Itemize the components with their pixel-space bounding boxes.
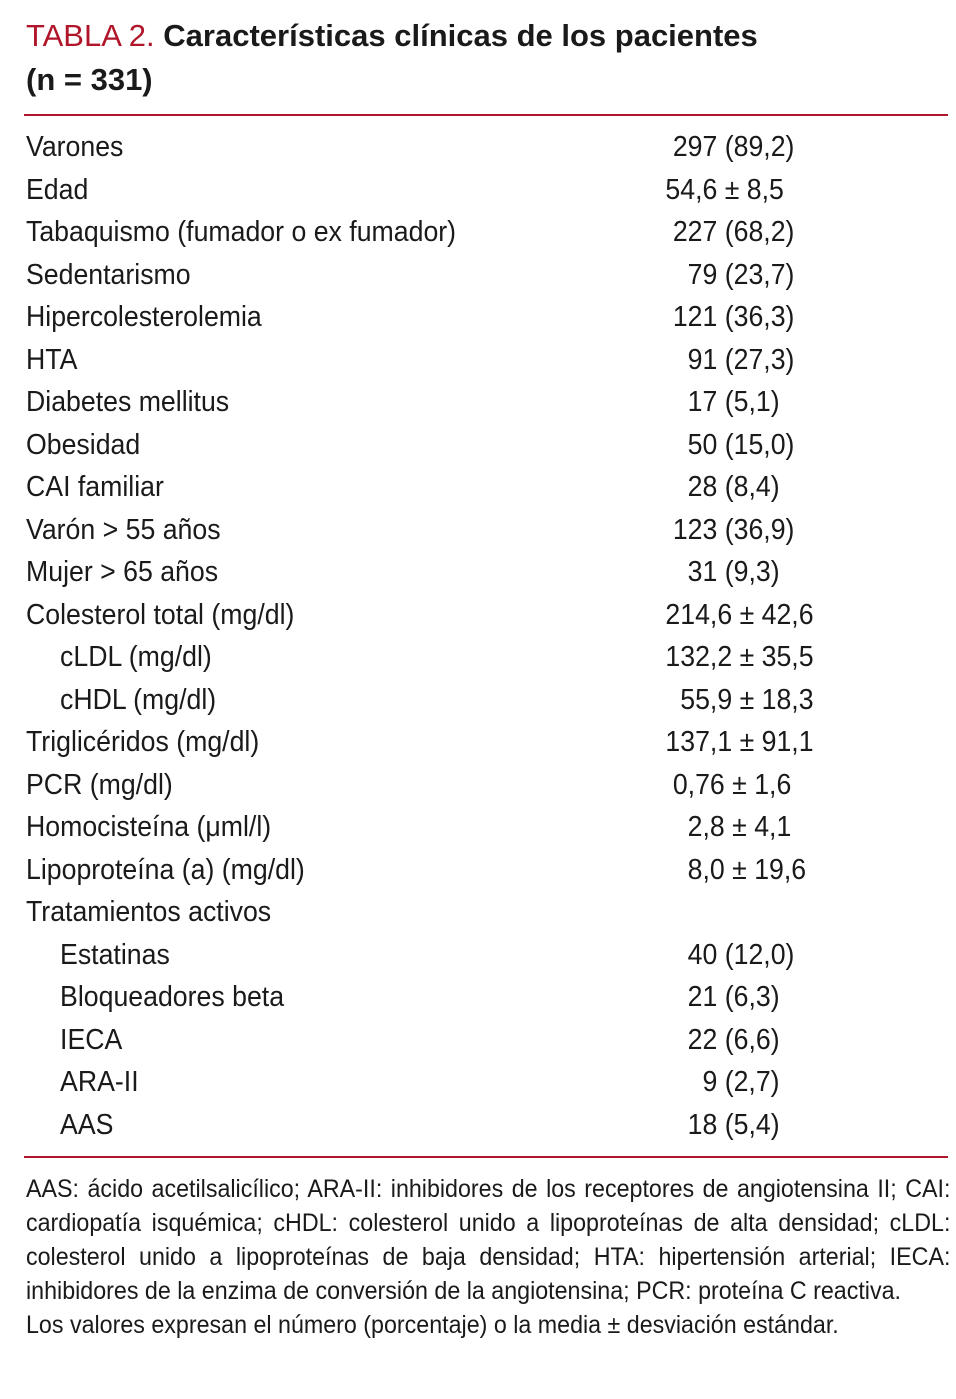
row-value: 31 (9,3)	[665, 556, 780, 588]
table-row	[26, 339, 854, 382]
row-value: 8,0 ± 19,6	[665, 853, 807, 886]
row-label: PCR (mg/dl)	[26, 768, 173, 801]
row-label: ARA-II	[60, 1066, 139, 1098]
table-row	[26, 424, 854, 467]
table-title-text: Características clínicas de los pacientes	[163, 18, 758, 53]
row-value: 28 (8,4)	[665, 471, 780, 503]
footnote-abbreviations: AAS: ácido acetilsalicílico; ARA-II: inhibidores de los receptores de angiotensina II; CAI: cardiopatía isquémica; cHDL: colesterol unido a lipoproteínas de alta densidad; cLDL: colesterol unido a lipoproteínas de baja densidad; HTA: hipertensión arterial; IECA: inhibidores de la enzima de conversión de la angiotensina; PCR: proteína C reactiva.	[26, 1175, 951, 1305]
row-label: Sedentarismo	[26, 258, 191, 291]
row-label: Varón > 55 años	[26, 513, 221, 546]
row-label: Bloqueadores beta	[60, 981, 285, 1013]
row-value: 50 (15,0)	[665, 428, 795, 461]
row-label: CAI familiar	[26, 471, 164, 503]
row-label: Diabetes mellitus	[26, 386, 230, 418]
table-row	[26, 849, 854, 892]
row-value: 9 (2,7)	[665, 1066, 780, 1098]
row-label: Hipercolesterolemia	[26, 301, 262, 333]
row-label: Varones	[26, 131, 124, 163]
table-row	[26, 126, 854, 169]
row-value: 21 (6,3)	[665, 981, 780, 1013]
row-value: 132,2 ± 35,5	[665, 641, 814, 673]
table-row	[26, 594, 854, 637]
row-value: 40 (12,0)	[665, 938, 795, 971]
table-title	[26, 14, 950, 102]
table-row	[26, 169, 854, 212]
row-value: 55,9 ± 18,3	[665, 683, 814, 716]
row-value: 79 (23,7)	[665, 258, 795, 291]
table-row	[26, 296, 854, 339]
row-value: 17 (5,1)	[665, 386, 780, 418]
table-row	[26, 466, 854, 509]
table-row	[26, 1061, 854, 1104]
table-label: TABLA 2.	[26, 18, 155, 53]
table-row	[26, 934, 854, 977]
table-body	[26, 126, 854, 1146]
table-row	[26, 764, 854, 807]
table-row	[26, 891, 854, 934]
table-subtitle: (n = 331)	[26, 62, 153, 97]
top-rule	[24, 114, 948, 116]
table-row	[26, 551, 854, 594]
table-row	[26, 381, 854, 424]
row-label: Lipoproteína (a) (mg/dl)	[26, 853, 305, 886]
table-row	[26, 679, 854, 722]
table-row	[26, 636, 854, 679]
table-row	[26, 976, 854, 1019]
table-row	[26, 1104, 854, 1147]
row-label: Obesidad	[26, 428, 141, 461]
row-value: 297 (89,2)	[665, 131, 795, 163]
row-value: 121 (36,3)	[665, 301, 795, 333]
row-value: 22 (6,6)	[665, 1023, 780, 1056]
table-row	[26, 254, 854, 297]
row-label: HTA	[26, 343, 78, 376]
table-footnotes	[26, 1172, 950, 1342]
row-label: Tabaquismo (fumador o ex fumador)	[26, 216, 457, 248]
bottom-rule	[24, 1156, 948, 1158]
row-value: 0,76 ± 1,6	[665, 768, 792, 801]
table-row	[26, 509, 854, 552]
row-value: 227 (68,2)	[665, 216, 795, 248]
table-row	[26, 211, 854, 254]
data-table	[26, 126, 854, 1146]
row-value: 214,6 ± 42,6	[665, 598, 814, 631]
row-value: 18 (5,4)	[665, 1108, 780, 1141]
row-label: Triglicéridos (mg/dl)	[26, 726, 260, 758]
row-label: Tratamientos activos	[26, 896, 272, 928]
row-label: cHDL (mg/dl)	[60, 683, 217, 716]
row-value: 91 (27,3)	[665, 343, 795, 376]
row-label: AAS	[60, 1108, 114, 1141]
table-row	[26, 721, 854, 764]
row-value	[665, 891, 854, 934]
table-figure	[26, 14, 950, 1342]
row-label: Edad	[26, 173, 89, 206]
row-value: 2,8 ± 4,1	[665, 811, 792, 843]
row-label: Estatinas	[60, 938, 170, 971]
row-value: 137,1 ± 91,1	[665, 726, 814, 758]
row-label: Colesterol total (mg/dl)	[26, 598, 295, 631]
row-label: Mujer > 65 años	[26, 556, 219, 588]
table-row	[26, 806, 854, 849]
row-label: IECA	[60, 1023, 123, 1056]
table-row	[26, 1019, 854, 1062]
row-label: Homocisteína (μml/l)	[26, 811, 272, 843]
row-label: cLDL (mg/dl)	[60, 641, 212, 673]
row-value: 123 (36,9)	[665, 513, 795, 546]
footnote-values: Los valores expresan el número (porcentaje) o la media ± desviación estándar.	[26, 1311, 839, 1339]
row-value: 54,6 ± 8,5	[665, 173, 784, 206]
